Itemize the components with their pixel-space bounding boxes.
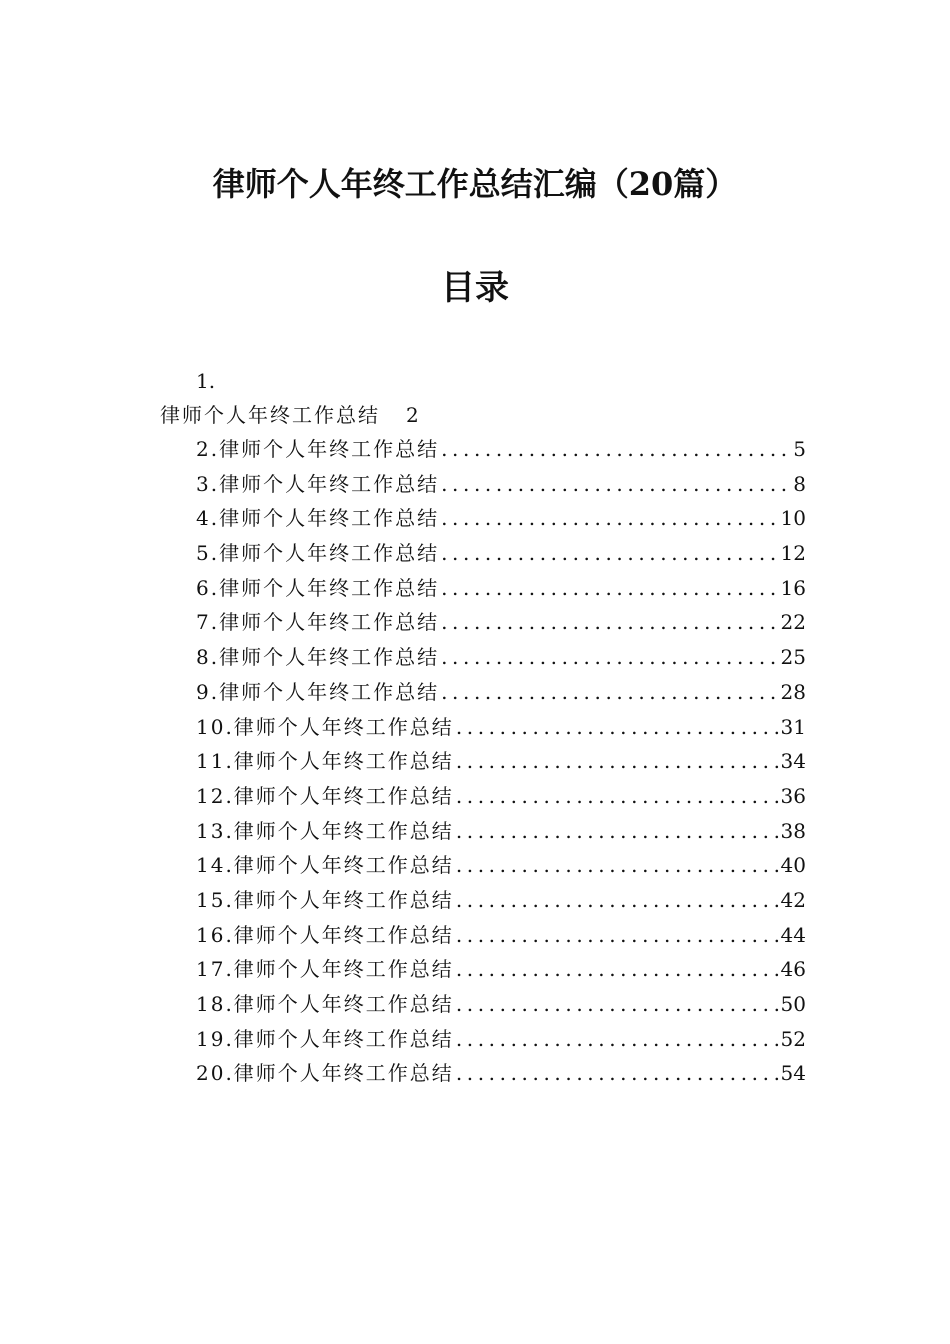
toc-entry-label: 16.律师个人年终工作总结 (196, 922, 454, 947)
toc-entry[interactable] (196, 536, 806, 571)
toc-entry-page: 36 (780, 783, 806, 808)
toc-entry[interactable] (196, 605, 806, 640)
toc-entry[interactable] (196, 571, 806, 606)
toc-entry-page: 12 (780, 541, 806, 566)
toc-dot-leader (441, 675, 778, 709)
toc-entry[interactable] (196, 640, 806, 675)
toc-entry[interactable] (196, 1056, 806, 1091)
toc-entry[interactable] (196, 918, 806, 953)
toc-dot-leader (456, 883, 779, 917)
toc-dot-leader (441, 640, 778, 674)
toc-entry-page: 46 (780, 957, 806, 982)
toc-entry[interactable] (196, 883, 806, 918)
toc-entry-page: 50 (780, 992, 806, 1016)
toc-entry-1[interactable] (160, 401, 419, 429)
toc-entry-label: 5.律师个人年终工作总结 (196, 541, 440, 566)
toc-entry-1-number: 1. (196, 369, 216, 393)
toc-entry-page: 25 (780, 645, 806, 670)
toc-entry-page: 5 (793, 437, 806, 461)
toc-dot-leader (456, 848, 779, 882)
toc-entry-label: 7.律师个人年终工作总结 (196, 610, 440, 635)
toc-dot-leader (456, 779, 779, 813)
toc-entry-page: 44 (780, 922, 806, 947)
toc-entry[interactable] (196, 1022, 806, 1057)
toc-entry-label: 9.律师个人年终工作总结 (196, 679, 440, 704)
toc-entry[interactable] (196, 952, 806, 987)
toc-entry-label: 19.律师个人年终工作总结 (196, 1026, 454, 1051)
toc-entry-1-label: 律师个人年终工作总结 (160, 403, 380, 427)
toc-entry-label: 17.律师个人年终工作总结 (196, 957, 454, 982)
toc-entry-page: 10 (780, 506, 806, 531)
toc-entry-label: 6.律师个人年终工作总结 (196, 575, 440, 600)
toc-dot-leader (441, 536, 778, 570)
toc-list (196, 432, 806, 1091)
toc-entry-page: 34 (780, 749, 806, 774)
document-title: 律师个人年终工作总结汇编（20篇） (212, 165, 738, 203)
toc-entry-page: 8 (793, 471, 806, 496)
toc-entry-label: 20.律师个人年终工作总结 (196, 1061, 454, 1086)
toc-entry[interactable] (196, 710, 806, 745)
toc-entry-page: 38 (780, 818, 806, 843)
toc-dot-leader (441, 605, 778, 639)
toc-entry[interactable] (196, 467, 806, 502)
toc-entry-1-page: 2 (406, 403, 419, 427)
toc-dot-leader (456, 987, 779, 1021)
toc-dot-leader (456, 1022, 779, 1056)
toc-entry-page: 42 (780, 887, 806, 912)
toc-entry-page: 52 (780, 1026, 806, 1051)
toc-entry-label: 13.律师个人年终工作总结 (196, 818, 454, 843)
toc-dot-leader (441, 501, 778, 535)
toc-entry-label: 15.律师个人年终工作总结 (196, 887, 454, 912)
toc-entry-page: 22 (780, 610, 806, 635)
toc-entry-page: 16 (780, 575, 806, 600)
toc-entry-label: 18.律师个人年终工作总结 (196, 992, 454, 1016)
toc-entry[interactable] (196, 501, 806, 536)
toc-dot-leader (456, 952, 779, 986)
toc-dot-leader (456, 918, 779, 952)
toc-entry[interactable] (196, 675, 806, 710)
toc-entry-page: 28 (780, 679, 806, 704)
toc-entry-label: 10.律师个人年终工作总结 (196, 714, 454, 739)
toc-entry-label: 11.律师个人年终工作总结 (196, 749, 454, 774)
toc-entry[interactable] (196, 432, 806, 467)
toc-entry[interactable] (196, 744, 806, 779)
toc-entry[interactable] (196, 848, 806, 883)
toc-entry-page: 31 (780, 714, 806, 739)
toc-entry-page: 54 (780, 1061, 806, 1086)
toc-dot-leader (456, 744, 779, 778)
toc-dot-leader (456, 1056, 779, 1090)
toc-entry-label: 12.律师个人年终工作总结 (196, 783, 454, 808)
toc-entry-label: 4.律师个人年终工作总结 (196, 506, 440, 531)
toc-entry-label: 14.律师个人年终工作总结 (196, 853, 454, 878)
toc-dot-leader (456, 710, 779, 744)
toc-dot-leader (456, 814, 779, 848)
toc-heading: 目录 (441, 268, 509, 308)
toc-entry[interactable] (196, 779, 806, 814)
toc-entry[interactable] (196, 987, 806, 1022)
toc-dot-leader (441, 432, 791, 466)
toc-dot-leader (441, 571, 778, 605)
toc-dot-leader (441, 467, 791, 501)
toc-entry[interactable] (196, 814, 806, 849)
toc-entry-label: 8.律师个人年终工作总结 (196, 645, 440, 670)
toc-entry-label: 2.律师个人年终工作总结 (196, 437, 440, 461)
toc-entry-page: 40 (780, 853, 806, 878)
toc-entry-label: 3.律师个人年终工作总结 (196, 471, 440, 496)
